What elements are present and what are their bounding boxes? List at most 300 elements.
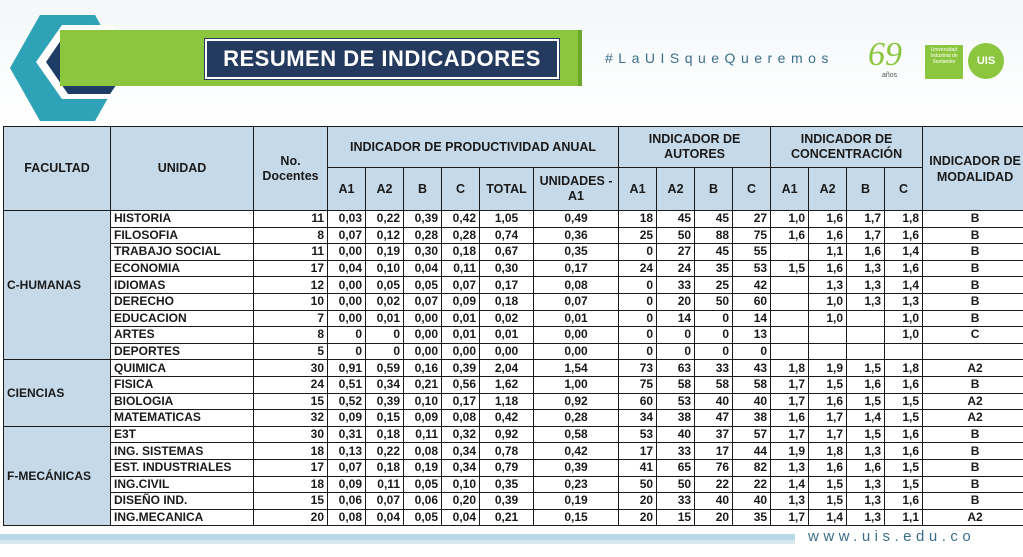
prod-c-cell: 0,08 — [442, 410, 480, 427]
autores-a2-cell: 33 — [657, 493, 695, 510]
docentes-cell: 10 — [254, 293, 328, 310]
prod-a1-cell: 0,00 — [328, 277, 366, 294]
concentracion-c-cell: 1,4 — [885, 277, 923, 294]
table-body — [4, 211, 1023, 526]
prod-a2-cell: 0,02 — [366, 293, 404, 310]
concentracion-a1-cell — [771, 343, 809, 360]
prod-b-cell: 0,11 — [404, 426, 442, 443]
total-cell: 0,92 — [480, 426, 534, 443]
table-row — [4, 360, 1023, 377]
modalidad-cell: B — [923, 293, 1023, 310]
concentracion-a1-cell: 1,5 — [771, 260, 809, 277]
facultad-cell: F-MECÁNICAS — [4, 426, 111, 526]
modalidad-cell: B — [923, 476, 1023, 493]
prod-a1-cell: 0,00 — [328, 310, 366, 327]
concentracion-c-cell: 1,8 — [885, 211, 923, 228]
autores-b-cell: 76 — [695, 459, 733, 476]
subheader-p-c: C — [442, 168, 480, 211]
autores-a2-cell: 14 — [657, 310, 695, 327]
prod-b-cell: 0,00 — [404, 310, 442, 327]
concentracion-a1-cell: 1,0 — [771, 211, 809, 228]
prod-b-cell: 0,30 — [404, 244, 442, 261]
header-concentracion: INDICADOR DE CONCENTRACIÓN — [771, 127, 923, 168]
prod-c-cell: 0,00 — [442, 343, 480, 360]
prod-a2-cell: 0,11 — [366, 476, 404, 493]
subheader-unidades: UNIDADES -A1 — [534, 168, 619, 211]
autores-c-cell: 43 — [733, 360, 771, 377]
concentracion-c-cell: 1,1 — [885, 509, 923, 526]
prod-b-cell: 0,21 — [404, 376, 442, 393]
concentracion-c-cell: 1,6 — [885, 227, 923, 244]
subheader-co-a2: A2 — [809, 168, 847, 211]
concentracion-b-cell: 1,3 — [847, 260, 885, 277]
unit-cell: ECONOMIA — [111, 260, 254, 277]
prod-a2-cell: 0,18 — [366, 459, 404, 476]
concentracion-a2-cell: 1,6 — [809, 211, 847, 228]
prod-b-cell: 0,28 — [404, 227, 442, 244]
prod-a2-cell: 0,19 — [366, 244, 404, 261]
unit-cell: IDIOMAS — [111, 277, 254, 294]
table-row — [4, 343, 1023, 360]
unidades-a1-cell: 0,39 — [534, 459, 619, 476]
docentes-cell: 7 — [254, 310, 328, 327]
prod-c-cell: 0,04 — [442, 509, 480, 526]
autores-c-cell: 13 — [733, 327, 771, 344]
concentracion-a2-cell: 1,0 — [809, 310, 847, 327]
prod-a2-cell: 0,59 — [366, 360, 404, 377]
prod-c-cell: 0,07 — [442, 277, 480, 294]
modalidad-cell: B — [923, 227, 1023, 244]
autores-b-cell: 22 — [695, 476, 733, 493]
autores-a2-cell: 53 — [657, 393, 695, 410]
prod-a1-cell: 0,04 — [328, 260, 366, 277]
subheader-co-c: C — [885, 168, 923, 211]
autores-c-cell: 42 — [733, 277, 771, 294]
subheader-p-b: B — [404, 168, 442, 211]
concentracion-b-cell: 1,6 — [847, 244, 885, 261]
anniversary-logo — [868, 36, 918, 82]
concentracion-a2-cell — [809, 327, 847, 344]
total-cell: 1,62 — [480, 376, 534, 393]
autores-a1-cell: 60 — [619, 393, 657, 410]
autores-c-cell: 82 — [733, 459, 771, 476]
concentracion-c-cell: 1,6 — [885, 443, 923, 460]
concentracion-b-cell: 1,3 — [847, 277, 885, 294]
prod-b-cell: 0,39 — [404, 211, 442, 228]
autores-c-cell: 75 — [733, 227, 771, 244]
autores-b-cell: 0 — [695, 343, 733, 360]
concentracion-c-cell — [885, 343, 923, 360]
unit-cell: E3T — [111, 426, 254, 443]
unidades-a1-cell: 0,01 — [534, 310, 619, 327]
modalidad-cell: B — [923, 211, 1023, 228]
table-row — [4, 509, 1023, 526]
prod-b-cell: 0,00 — [404, 327, 442, 344]
autores-c-cell: 40 — [733, 393, 771, 410]
concentracion-a1-cell — [771, 293, 809, 310]
autores-c-cell: 0 — [733, 343, 771, 360]
subheader-au-b: B — [695, 168, 733, 211]
docentes-cell: 18 — [254, 476, 328, 493]
subheader-p-a1: A1 — [328, 168, 366, 211]
prod-a1-cell: 0,08 — [328, 509, 366, 526]
prod-a2-cell: 0,22 — [366, 443, 404, 460]
prod-a2-cell: 0,15 — [366, 410, 404, 427]
concentracion-b-cell: 1,5 — [847, 360, 885, 377]
prod-b-cell: 0,10 — [404, 393, 442, 410]
total-cell: 0,78 — [480, 443, 534, 460]
autores-c-cell: 53 — [733, 260, 771, 277]
autores-b-cell: 45 — [695, 244, 733, 261]
concentracion-b-cell — [847, 343, 885, 360]
autores-b-cell: 37 — [695, 426, 733, 443]
docentes-cell: 15 — [254, 493, 328, 510]
prod-a2-cell: 0,07 — [366, 493, 404, 510]
unidades-a1-cell: 0,00 — [534, 327, 619, 344]
total-cell: 1,05 — [480, 211, 534, 228]
modalidad-cell: A2 — [923, 410, 1023, 427]
prod-c-cell: 0,18 — [442, 244, 480, 261]
unit-cell: FILOSOFIA — [111, 227, 254, 244]
prod-a2-cell: 0,18 — [366, 426, 404, 443]
autores-b-cell: 20 — [695, 509, 733, 526]
concentracion-a1-cell: 1,7 — [771, 509, 809, 526]
indicators-table — [3, 126, 1023, 526]
autores-a1-cell: 0 — [619, 244, 657, 261]
prod-c-cell: 0,28 — [442, 227, 480, 244]
concentracion-a2-cell: 1,5 — [809, 476, 847, 493]
unidades-a1-cell: 0,17 — [534, 260, 619, 277]
concentracion-a1-cell: 1,4 — [771, 476, 809, 493]
table-row — [4, 310, 1023, 327]
total-cell: 0,79 — [480, 459, 534, 476]
unit-cell: ARTES — [111, 327, 254, 344]
prod-a2-cell: 0,04 — [366, 509, 404, 526]
unidades-a1-cell: 0,15 — [534, 509, 619, 526]
unit-cell: DERECHO — [111, 293, 254, 310]
prod-a1-cell: 0,91 — [328, 360, 366, 377]
autores-a1-cell: 0 — [619, 327, 657, 344]
concentracion-a1-cell: 1,9 — [771, 443, 809, 460]
concentracion-b-cell: 1,3 — [847, 476, 885, 493]
subheader-au-c: C — [733, 168, 771, 211]
autores-c-cell: 35 — [733, 509, 771, 526]
docentes-cell: 18 — [254, 443, 328, 460]
total-cell: 0,30 — [480, 260, 534, 277]
autores-a1-cell: 41 — [619, 459, 657, 476]
concentracion-c-cell: 1,0 — [885, 310, 923, 327]
prod-a2-cell: 0,22 — [366, 211, 404, 228]
unidades-a1-cell: 0,35 — [534, 244, 619, 261]
unit-cell: ING.MECANICA — [111, 509, 254, 526]
table-row — [4, 227, 1023, 244]
docentes-cell: 8 — [254, 327, 328, 344]
autores-a2-cell: 58 — [657, 376, 695, 393]
unit-cell: EDUCACION — [111, 310, 254, 327]
concentracion-b-cell: 1,5 — [847, 393, 885, 410]
autores-c-cell: 57 — [733, 426, 771, 443]
concentracion-b-cell — [847, 310, 885, 327]
uis-seal-icon: UIS — [968, 43, 1004, 79]
subheader-p-a2: A2 — [366, 168, 404, 211]
modalidad-cell: A2 — [923, 393, 1023, 410]
autores-a1-cell: 25 — [619, 227, 657, 244]
autores-a2-cell: 15 — [657, 509, 695, 526]
anniversary-number: 69 — [868, 36, 902, 73]
prod-a1-cell: 0,51 — [328, 376, 366, 393]
concentracion-c-cell: 1,5 — [885, 459, 923, 476]
concentracion-a2-cell: 1,6 — [809, 393, 847, 410]
autores-b-cell: 58 — [695, 376, 733, 393]
modalidad-cell — [923, 343, 1023, 360]
total-cell: 0,35 — [480, 476, 534, 493]
concentracion-b-cell: 1,7 — [847, 227, 885, 244]
concentracion-a1-cell — [771, 244, 809, 261]
prod-c-cell: 0,10 — [442, 476, 480, 493]
footer-url: www.uis.edu.co — [808, 528, 976, 545]
prod-a1-cell: 0,52 — [328, 393, 366, 410]
autores-a2-cell: 27 — [657, 244, 695, 261]
table-row — [4, 459, 1023, 476]
concentracion-c-cell: 1,6 — [885, 376, 923, 393]
concentracion-c-cell: 1,3 — [885, 293, 923, 310]
total-cell: 0,17 — [480, 277, 534, 294]
autores-a2-cell: 45 — [657, 211, 695, 228]
autores-a2-cell: 0 — [657, 343, 695, 360]
concentracion-c-cell: 1,6 — [885, 426, 923, 443]
prod-a1-cell: 0,03 — [328, 211, 366, 228]
prod-a1-cell: 0,00 — [328, 293, 366, 310]
subheader-au-a1: A1 — [619, 168, 657, 211]
docentes-cell: 8 — [254, 227, 328, 244]
unidades-a1-cell: 1,00 — [534, 376, 619, 393]
concentracion-a2-cell: 1,8 — [809, 443, 847, 460]
facultad-cell: C-HUMANAS — [4, 211, 111, 360]
concentracion-a1-cell: 1,3 — [771, 459, 809, 476]
concentracion-b-cell: 1,4 — [847, 410, 885, 427]
total-cell: 2,04 — [480, 360, 534, 377]
autores-a1-cell: 0 — [619, 343, 657, 360]
prod-b-cell: 0,05 — [404, 476, 442, 493]
modalidad-cell: A2 — [923, 509, 1023, 526]
concentracion-a2-cell: 1,9 — [809, 360, 847, 377]
prod-a1-cell: 0,31 — [328, 426, 366, 443]
docentes-cell: 20 — [254, 509, 328, 526]
autores-b-cell: 47 — [695, 410, 733, 427]
prod-b-cell: 0,05 — [404, 277, 442, 294]
total-cell: 0,74 — [480, 227, 534, 244]
concentracion-a2-cell: 1,1 — [809, 244, 847, 261]
modalidad-cell: B — [923, 493, 1023, 510]
page-title-box — [205, 39, 559, 79]
prod-c-cell: 0,20 — [442, 493, 480, 510]
unit-cell: DISEÑO IND. — [111, 493, 254, 510]
hashtag-text: #LaUISqueQueremos — [605, 50, 834, 66]
autores-a1-cell: 17 — [619, 443, 657, 460]
unidades-a1-cell: 0,36 — [534, 227, 619, 244]
autores-a2-cell: 33 — [657, 443, 695, 460]
total-cell: 0,39 — [480, 493, 534, 510]
concentracion-a1-cell: 1,7 — [771, 426, 809, 443]
autores-a2-cell: 63 — [657, 360, 695, 377]
prod-a2-cell: 0,39 — [366, 393, 404, 410]
unidades-a1-cell: 0,28 — [534, 410, 619, 427]
header-unidad: UNIDAD — [111, 127, 254, 211]
prod-a1-cell: 0 — [328, 327, 366, 344]
autores-b-cell: 0 — [695, 310, 733, 327]
autores-b-cell: 50 — [695, 293, 733, 310]
prod-b-cell: 0,04 — [404, 260, 442, 277]
autores-c-cell: 14 — [733, 310, 771, 327]
prod-b-cell: 0,07 — [404, 293, 442, 310]
autores-a1-cell: 20 — [619, 493, 657, 510]
prod-a2-cell: 0,34 — [366, 376, 404, 393]
concentracion-a1-cell: 1,7 — [771, 393, 809, 410]
total-cell: 0,21 — [480, 509, 534, 526]
autores-b-cell: 40 — [695, 393, 733, 410]
modalidad-cell: B — [923, 310, 1023, 327]
concentracion-c-cell: 1,6 — [885, 260, 923, 277]
concentracion-c-cell: 1,5 — [885, 410, 923, 427]
table-row — [4, 277, 1023, 294]
prod-a2-cell: 0,05 — [366, 277, 404, 294]
concentracion-b-cell: 1,3 — [847, 509, 885, 526]
subheader-co-b: B — [847, 168, 885, 211]
prod-c-cell: 0,42 — [442, 211, 480, 228]
docentes-cell: 11 — [254, 211, 328, 228]
prod-a2-cell: 0,10 — [366, 260, 404, 277]
concentracion-a2-cell: 1,6 — [809, 227, 847, 244]
concentracion-a1-cell: 1,6 — [771, 410, 809, 427]
concentracion-a2-cell — [809, 343, 847, 360]
autores-c-cell: 22 — [733, 476, 771, 493]
concentracion-b-cell: 1,3 — [847, 493, 885, 510]
concentracion-a2-cell: 1,3 — [809, 277, 847, 294]
table-row — [4, 443, 1023, 460]
prod-b-cell: 0,16 — [404, 360, 442, 377]
table-row — [4, 376, 1023, 393]
autores-a1-cell: 0 — [619, 277, 657, 294]
prod-c-cell: 0,11 — [442, 260, 480, 277]
prod-c-cell: 0,34 — [442, 443, 480, 460]
prod-c-cell: 0,39 — [442, 360, 480, 377]
autores-a2-cell: 0 — [657, 327, 695, 344]
subheader-au-a2: A2 — [657, 168, 695, 211]
concentracion-b-cell: 1,3 — [847, 443, 885, 460]
concentracion-a2-cell: 1,4 — [809, 509, 847, 526]
autores-c-cell: 58 — [733, 376, 771, 393]
university-logo: Universidad Industrial de Santander — [925, 45, 963, 79]
autores-c-cell: 27 — [733, 211, 771, 228]
unidades-a1-cell: 0,49 — [534, 211, 619, 228]
concentracion-a1-cell: 1,3 — [771, 493, 809, 510]
unit-cell: HISTORIA — [111, 211, 254, 228]
modalidad-cell: A2 — [923, 360, 1023, 377]
unit-cell: ING. SISTEMAS — [111, 443, 254, 460]
modalidad-cell: B — [923, 426, 1023, 443]
autores-a2-cell: 65 — [657, 459, 695, 476]
autores-a1-cell: 0 — [619, 310, 657, 327]
autores-b-cell: 45 — [695, 211, 733, 228]
concentracion-a2-cell: 1,0 — [809, 293, 847, 310]
table-row — [4, 426, 1023, 443]
concentracion-a1-cell: 1,8 — [771, 360, 809, 377]
unidades-a1-cell: 0,00 — [534, 343, 619, 360]
footer-bar-shadow — [0, 540, 795, 544]
concentracion-a1-cell — [771, 327, 809, 344]
autores-a2-cell: 40 — [657, 426, 695, 443]
autores-a1-cell: 20 — [619, 509, 657, 526]
concentracion-a2-cell: 1,7 — [809, 410, 847, 427]
autores-c-cell: 40 — [733, 493, 771, 510]
concentracion-a1-cell — [771, 277, 809, 294]
autores-a1-cell: 50 — [619, 476, 657, 493]
unidades-a1-cell: 0,42 — [534, 443, 619, 460]
unidades-a1-cell: 0,19 — [534, 493, 619, 510]
concentracion-c-cell: 1,8 — [885, 360, 923, 377]
autores-a1-cell: 53 — [619, 426, 657, 443]
modalidad-cell: C — [923, 327, 1023, 344]
autores-b-cell: 35 — [695, 260, 733, 277]
prod-b-cell: 0,09 — [404, 410, 442, 427]
header-productividad: INDICADOR DE PRODUCTIVIDAD ANUAL — [328, 127, 619, 168]
unit-cell: TRABAJO SOCIAL — [111, 244, 254, 261]
unidades-a1-cell: 0,07 — [534, 293, 619, 310]
total-cell: 0,18 — [480, 293, 534, 310]
prod-a1-cell: 0,09 — [328, 476, 366, 493]
prod-b-cell: 0,05 — [404, 509, 442, 526]
concentracion-a2-cell: 1,7 — [809, 426, 847, 443]
prod-c-cell: 0,09 — [442, 293, 480, 310]
header-autores: INDICADOR DE AUTORES — [619, 127, 771, 168]
facultad-cell: CIENCIAS — [4, 360, 111, 426]
docentes-cell: 17 — [254, 459, 328, 476]
autores-b-cell: 17 — [695, 443, 733, 460]
autores-a1-cell: 73 — [619, 360, 657, 377]
header-docentes: No. Docentes — [254, 127, 328, 211]
prod-b-cell: 0,19 — [404, 459, 442, 476]
autores-b-cell: 40 — [695, 493, 733, 510]
table-row — [4, 260, 1023, 277]
table-row — [4, 244, 1023, 261]
total-cell: 0,01 — [480, 327, 534, 344]
prod-c-cell: 0,01 — [442, 310, 480, 327]
prod-a1-cell: 0,06 — [328, 493, 366, 510]
banner-divider — [578, 30, 582, 86]
total-cell: 0,42 — [480, 410, 534, 427]
modalidad-cell: B — [923, 376, 1023, 393]
docentes-cell: 17 — [254, 260, 328, 277]
prod-c-cell: 0,32 — [442, 426, 480, 443]
unit-cell: EST. INDUSTRIALES — [111, 459, 254, 476]
table-row — [4, 493, 1023, 510]
subheader-total: TOTAL — [480, 168, 534, 211]
prod-a1-cell: 0 — [328, 343, 366, 360]
concentracion-a2-cell: 1,6 — [809, 260, 847, 277]
autores-b-cell: 33 — [695, 360, 733, 377]
prod-c-cell: 0,01 — [442, 327, 480, 344]
total-cell: 0,67 — [480, 244, 534, 261]
autores-c-cell: 38 — [733, 410, 771, 427]
prod-a1-cell: 0,13 — [328, 443, 366, 460]
concentracion-a2-cell: 1,5 — [809, 493, 847, 510]
prod-b-cell: 0,08 — [404, 443, 442, 460]
modalidad-cell: B — [923, 277, 1023, 294]
unidades-a1-cell: 0,92 — [534, 393, 619, 410]
concentracion-b-cell — [847, 327, 885, 344]
docentes-cell: 30 — [254, 426, 328, 443]
concentracion-c-cell: 1,0 — [885, 327, 923, 344]
